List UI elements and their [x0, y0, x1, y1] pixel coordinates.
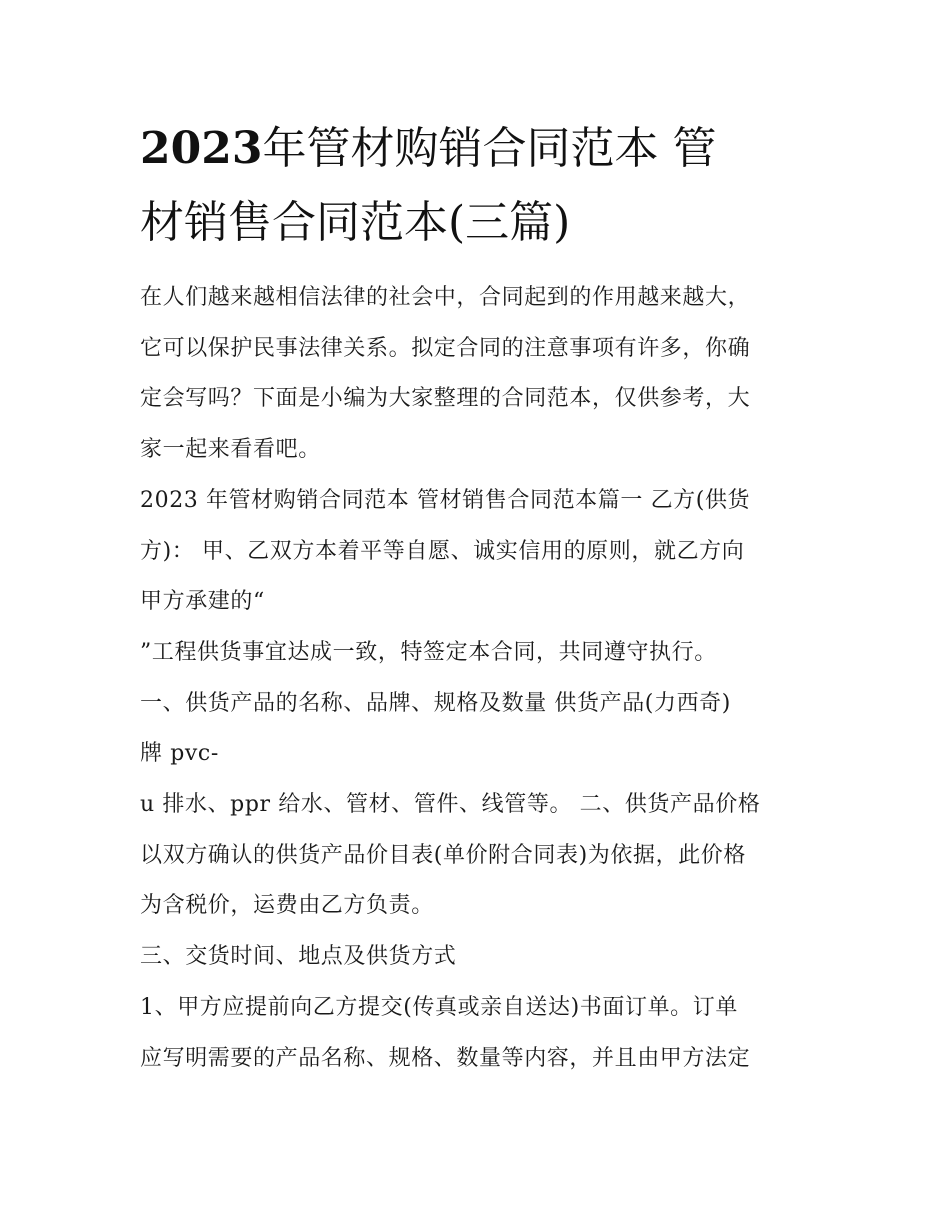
text-line: 甲方承建的“ — [140, 589, 265, 615]
title-year: 2023 — [140, 123, 263, 174]
title-line-2: 材销售合同范本(三篇) — [140, 197, 571, 248]
text-line: 牌 pvc- — [140, 741, 219, 767]
document-text — [140, 273, 820, 1084]
text-line: 定会写吗？下面是小编为大家整理的合同范本，仅供参考，大 — [140, 386, 751, 412]
text-line: u 排水、ppr 给水、管材、管件、线管等。 二、供货产品价格 — [140, 792, 761, 818]
text-line: 方)： 甲、乙双方本着平等自愿、诚实信用的原则，就乙方向 — [140, 538, 745, 564]
text-line: 为含税价，运费由乙方负责。 — [140, 893, 434, 919]
document-title — [140, 112, 820, 260]
text-line: 它可以保护民事法律关系。拟定合同的注意事项有许多，你确 — [140, 335, 751, 361]
text-line: 三、交货时间、地点及供货方式 — [140, 944, 457, 970]
text-line: 一、供货产品的名称、品牌、规格及数量 供货产品(力西奇) — [140, 690, 731, 716]
text-line: 家一起来看看吧。 — [140, 437, 321, 463]
text-line: 1、甲方应提前向乙方提交(传真或亲自送达)书面订单。订单 — [140, 994, 738, 1020]
text-line: 2023 年管材购销合同范本 管材销售合同范本篇一 乙方(供货 — [140, 487, 751, 513]
title-line-1: 年管材购销合同范本 管 — [262, 123, 717, 174]
text-line: 应写明需要的产品名称、规格、数量等内容，并且由甲方法定 — [140, 1045, 751, 1071]
document-body — [140, 112, 820, 1084]
text-line: ”工程供货事宜达成一致，特签定本合同，共同遵守执行。 — [140, 639, 717, 665]
text-line: 在人们越来越相信法律的社会中，合同起到的作用越来越大， — [140, 285, 751, 310]
text-line: 以双方确认的供货产品价目表(单价附合同表)为依据，此价格 — [140, 842, 746, 868]
